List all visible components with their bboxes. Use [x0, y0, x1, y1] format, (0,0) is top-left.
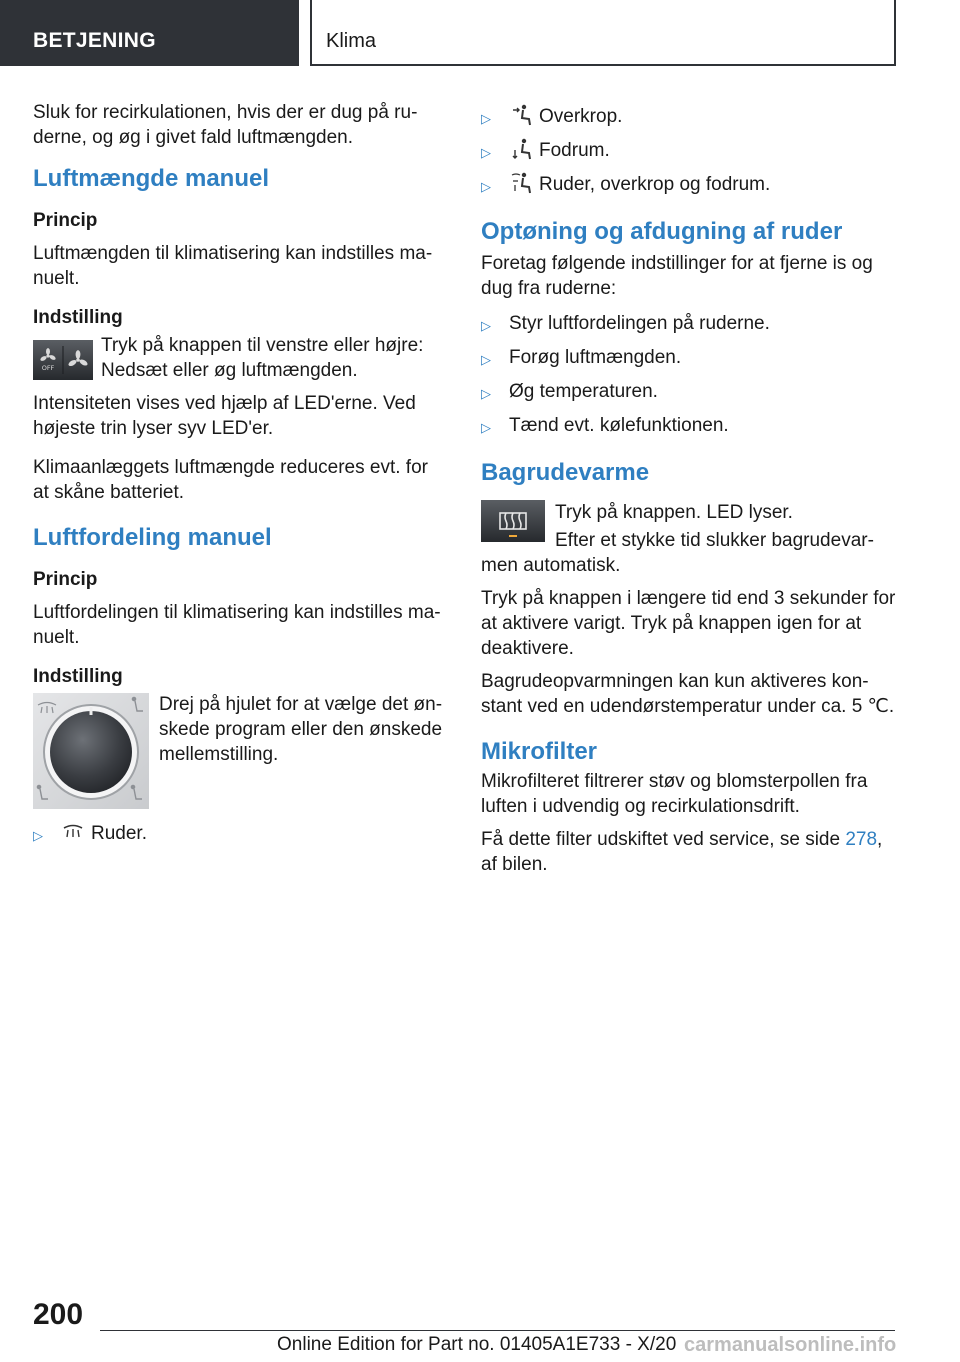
page-reference-link[interactable]: 278 [845, 829, 878, 850]
bullet-arrow-icon: ▷ [481, 145, 491, 160]
distribution-principle-text: Luftfordelingen til klimatisering kan indstilles ma-nuelt. [33, 602, 441, 648]
bullet-windows [33, 821, 443, 848]
rear-heat-text-3: Tryk på knappen i længere tid end 3 sekunder for at aktivere varigt. Tryk på knappen igen for at deaktivere. [481, 588, 896, 659]
fan-buttons-image [33, 340, 93, 380]
airflow-battery-text: Klimaanlæggets luftmængde reduceres evt. for at skåne batteriet. [33, 457, 428, 503]
footer-divider [100, 1330, 895, 1331]
defrost-heading: Optøning og afdugning af ruder [481, 218, 843, 245]
footwell-vent-icon [509, 138, 535, 160]
bullet-arrow-icon: ▷ [481, 318, 491, 333]
defrost-text: Foretag følgende indstillinger for at fjerne is og dug fra ruderne: [481, 253, 873, 299]
rear-window-heat-button-image [481, 500, 545, 542]
microfilter-text-2: Få dette filter udskiftet ved service, se side 278, af bilen. [481, 829, 883, 875]
distribution-principle-heading: Princip [33, 569, 98, 590]
edition-text: Online Edition for Part no. 01405A1E733 - X/20 [277, 1334, 677, 1355]
rear-heat-heading: Bagrudevarme [481, 459, 650, 486]
chapter-title: Klima [326, 30, 377, 52]
distribution-setting-row [33, 693, 443, 809]
chapter-tab [310, 0, 896, 66]
bullet-upper-body-text: Overkrop. [539, 106, 623, 127]
watermark-text: carmanualsonline.info [684, 1334, 897, 1356]
air-distribution-dial-image [33, 693, 149, 809]
right-column [481, 104, 901, 885]
section-tab [0, 0, 299, 66]
svg-text:OFF: OFF [41, 364, 55, 372]
bullet-upper-body [481, 104, 901, 131]
page-number: 200 [33, 1298, 84, 1331]
all-vents-icon [509, 172, 535, 194]
bullet-all-vents [481, 172, 901, 199]
section-title: BETJENING [33, 29, 156, 52]
bullet-footwell [481, 138, 901, 165]
airflow-principle-text: Luftmængden til klimatisering kan indstilles ma-nuelt. [33, 243, 433, 289]
microfilter-heading: Mikrofilter [481, 738, 598, 765]
bullet-arrow-icon: ▷ [33, 828, 43, 843]
defrost-step: ▷ Forøg luftmængden. [481, 345, 901, 372]
defrost-step: ▷ Tænd evt. kølefunktionen. [481, 413, 901, 440]
bullet-arrow-icon: ▷ [481, 352, 491, 367]
bullet-arrow-icon: ▷ [481, 420, 491, 435]
intro-text: Sluk for recirkulationen, hvis der er dug på ru-derne, og øg i givet fald luftmængden. [33, 102, 418, 148]
distribution-setting-heading: Indstilling [33, 666, 123, 687]
airflow-setting-row [33, 334, 443, 391]
windscreen-vent-icon [61, 821, 87, 843]
microfilter-text-1: Mikrofilteret filtrerer støv og blomsterpollen fra luften i udvendig og recirkulationsdrift. [481, 771, 868, 817]
bullet-footwell-text: Fodrum. [539, 140, 610, 161]
left-column [33, 100, 443, 855]
airflow-setting-heading: Indstilling [33, 307, 123, 328]
airflow-heading: Luftmængde manuel [33, 165, 270, 192]
upper-body-vent-icon [509, 104, 535, 126]
bullet-arrow-icon: ▷ [481, 111, 491, 126]
distribution-setting-text: Drej på hjulet for at vælge det øn-skede program eller den ønskede mellemstilling. [159, 694, 443, 765]
rear-heat-text-1: Tryk på knappen. LED lyser. [555, 502, 793, 523]
airflow-principle-heading: Princip [33, 210, 98, 231]
bullet-windows-text: Ruder. [91, 823, 147, 844]
rear-heat-text-2: Efter et stykke tid slukker bagrudevar-men automatisk. [481, 530, 874, 576]
rear-heat-text-4: Bagrudeopvarmningen kan kun aktiveres kon-stant ved en udendørstemperatur under ca. 5 ℃. [481, 671, 895, 717]
airflow-led-text: Intensiteten vises ved hjælp af LED'erne. Ved højeste trin lyser syv LED'er. [33, 393, 416, 439]
bullet-arrow-icon: ▷ [481, 386, 491, 401]
bullet-all-vents-text: Ruder, overkrop og fodrum. [539, 174, 771, 195]
bullet-arrow-icon: ▷ [481, 179, 491, 194]
defrost-step: ▷ Øg temperaturen. [481, 379, 901, 406]
defrost-step: ▷ Styr luftfordelingen på ruderne. [481, 311, 901, 338]
distribution-heading: Luftfordeling manuel [33, 524, 272, 551]
airflow-setting-text: Tryk på knappen til venstre eller højre: Nedsæt eller øg luftmængden. [101, 335, 424, 381]
